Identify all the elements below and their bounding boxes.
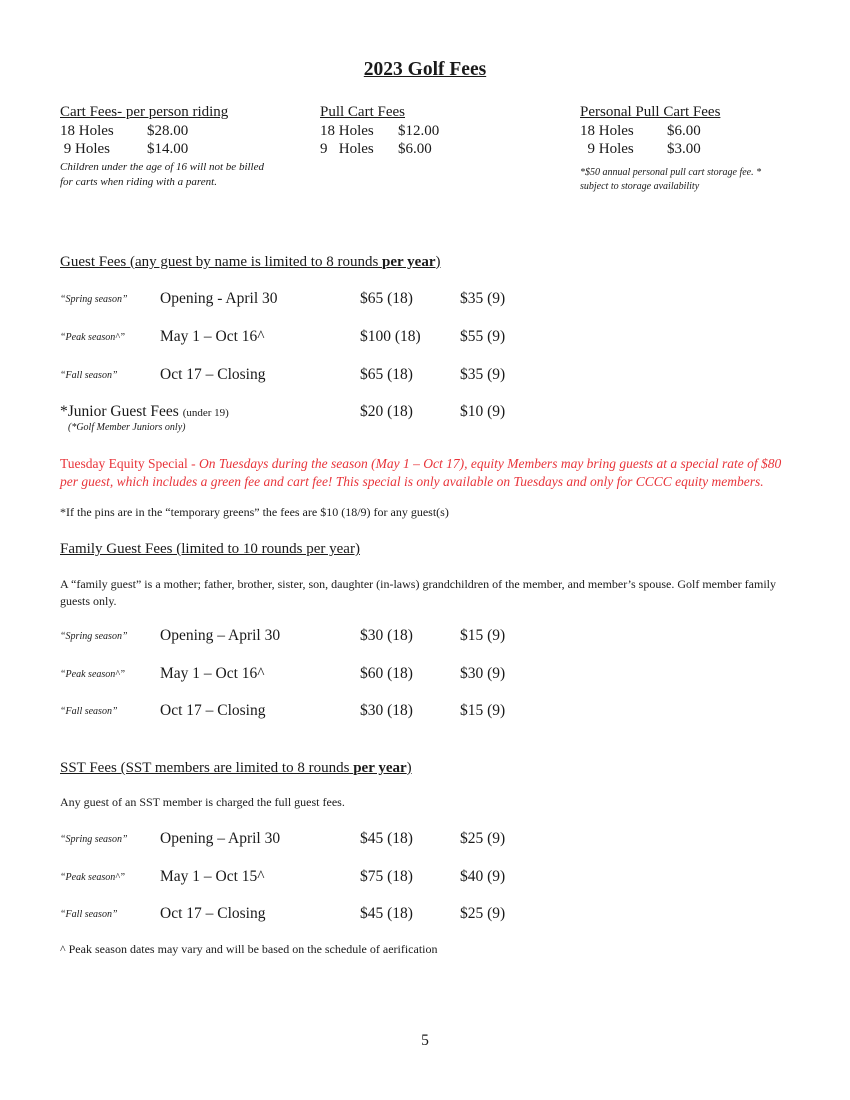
personal-row-9-label: 9 Holes: [580, 141, 634, 157]
sst-fall-dates: Oct 17 – Closing: [160, 905, 266, 922]
family-fall-fee-9: $15 (9): [460, 702, 506, 719]
family-spring-dates: Opening – April 30: [160, 627, 281, 644]
personal-storage-note: *$50 annual personal pull cart storage fee. * subject to storage availability: [580, 167, 762, 192]
family-peak-fee-9: $30 (9): [460, 665, 506, 682]
page-title: 2023 Golf Fees: [363, 59, 487, 80]
page-number: 5: [421, 1032, 429, 1049]
peak-season-note: ^ Peak season dates may vary and will be based on the schedule of aerification: [60, 942, 438, 956]
tuesday-label: Tuesday Equity Special: [60, 456, 192, 471]
cart-row-18-label: 18 Holes: [60, 123, 114, 139]
pull-row-9-label: 9 Holes: [320, 141, 374, 157]
personal-row-9-price: $3.00: [667, 141, 701, 157]
family-spring-fee-9: $15 (9): [460, 627, 506, 644]
tuesday-dash: -: [191, 456, 199, 471]
guest-fees-heading: [60, 254, 441, 271]
pull-row-18-price: $12.00: [398, 123, 440, 139]
guest-fall-season: “Fall season”: [60, 370, 118, 381]
junior-fee-18: $20 (18): [360, 403, 413, 420]
sst-heading-bold: per year: [353, 760, 407, 776]
guest-spring-season: “Spring season”: [60, 294, 128, 305]
family-peak-season: “Peak season^”: [60, 669, 126, 680]
guest-spring-dates: Opening - April 30: [160, 290, 278, 307]
guest-fall-fee-9: $35 (9): [460, 366, 506, 383]
cart-row-9-price: $14.00: [147, 141, 189, 157]
guest-peak-season: “Peak season^”: [60, 332, 126, 343]
sst-peak-dates: May 1 – Oct 15^: [160, 868, 265, 885]
family-fall-season: “Fall season”: [60, 706, 118, 717]
sst-heading-text: SST Fees (SST members are limited to 8 rounds: [60, 760, 354, 776]
tuesday-equity-special: [60, 455, 790, 491]
family-fall-dates: Oct 17 – Closing: [160, 702, 266, 719]
family-fall-fee-18: $30 (18): [360, 702, 413, 719]
sst-peak-season: “Peak season^”: [60, 872, 126, 883]
guest-peak-fee-18: $100 (18): [360, 328, 421, 345]
sst-fees-heading: [60, 760, 412, 777]
family-peak-fee-18: $60 (18): [360, 665, 413, 682]
junior-note: (*Golf Member Juniors only): [68, 422, 186, 433]
cart-children-note: Children under the age of 16 will not be billed for carts when riding with a parent.: [60, 161, 264, 188]
guest-fall-fee-18: $65 (18): [360, 366, 413, 383]
sst-description: Any guest of an SST member is charged the full guest fees.: [60, 795, 345, 809]
family-spring-season: “Spring season”: [60, 631, 128, 642]
guest-spring-fee-18: $65 (18): [360, 290, 413, 307]
pull-row-18-label: 18 Holes: [320, 123, 374, 139]
sst-spring-season: “Spring season”: [60, 834, 128, 845]
cart-fees-heading: Cart Fees- per person riding: [60, 104, 229, 120]
sst-spring-fee-18: $45 (18): [360, 830, 413, 847]
sst-fall-fee-18: $45 (18): [360, 905, 413, 922]
cart-row-9-label: 9 Holes: [60, 141, 110, 157]
guest-fall-dates: Oct 17 – Closing: [160, 366, 266, 383]
junior-fee-9: $10 (9): [460, 403, 506, 420]
guest-spring-fee-9: $35 (9): [460, 290, 506, 307]
sst-spring-fee-9: $25 (9): [460, 830, 506, 847]
family-peak-dates: May 1 – Oct 16^: [160, 665, 265, 682]
pull-cart-heading: Pull Cart Fees: [320, 104, 405, 120]
temporary-greens-note: *If the pins are in the “temporary greens” the fees are $10 (18/9) for any guest(s): [60, 505, 449, 519]
sst-fall-season: “Fall season”: [60, 909, 118, 920]
guest-heading-text: Guest Fees (any guest by name is limited to 8 rounds: [60, 254, 383, 270]
sst-peak-fee-18: $75 (18): [360, 868, 413, 885]
pull-row-9-price: $6.00: [398, 141, 432, 157]
sst-fall-fee-9: $25 (9): [460, 905, 506, 922]
guest-heading-close: ): [435, 254, 441, 270]
family-guest-description: A “family guest” is a mother; father, brother, sister, son, daughter (in-laws) grandchildren of the member, and member’s spouse. Golf member family guests only.: [60, 577, 776, 608]
personal-row-18-label: 18 Holes: [580, 123, 634, 139]
junior-label: *Junior Guest Fees: [60, 403, 179, 420]
personal-row-18-price: $6.00: [667, 123, 701, 139]
cart-row-18-price: $28.00: [147, 123, 189, 139]
sst-peak-fee-9: $40 (9): [460, 868, 506, 885]
personal-pull-cart-heading: Personal Pull Cart Fees: [580, 104, 721, 120]
family-guest-fees-heading: Family Guest Fees (limited to 10 rounds per year): [60, 541, 360, 557]
guest-peak-fee-9: $55 (9): [460, 328, 506, 345]
junior-age: (under 19): [182, 407, 229, 419]
sst-spring-dates: Opening – April 30: [160, 830, 281, 847]
guest-heading-bold: per year: [382, 254, 436, 270]
family-spring-fee-18: $30 (18): [360, 627, 413, 644]
guest-peak-dates: May 1 – Oct 16^: [160, 328, 265, 345]
junior-guest-fees-label: [60, 403, 229, 421]
sst-heading-close: ): [406, 760, 412, 776]
tuesday-text: On Tuesdays during the season (May 1 – Oct 17), equity Members may bring guests at a special rate of $80 per guest, which includes a green fee and cart fee! This special is only available on Tuesdays and only for CCCC equity members.: [60, 456, 782, 489]
